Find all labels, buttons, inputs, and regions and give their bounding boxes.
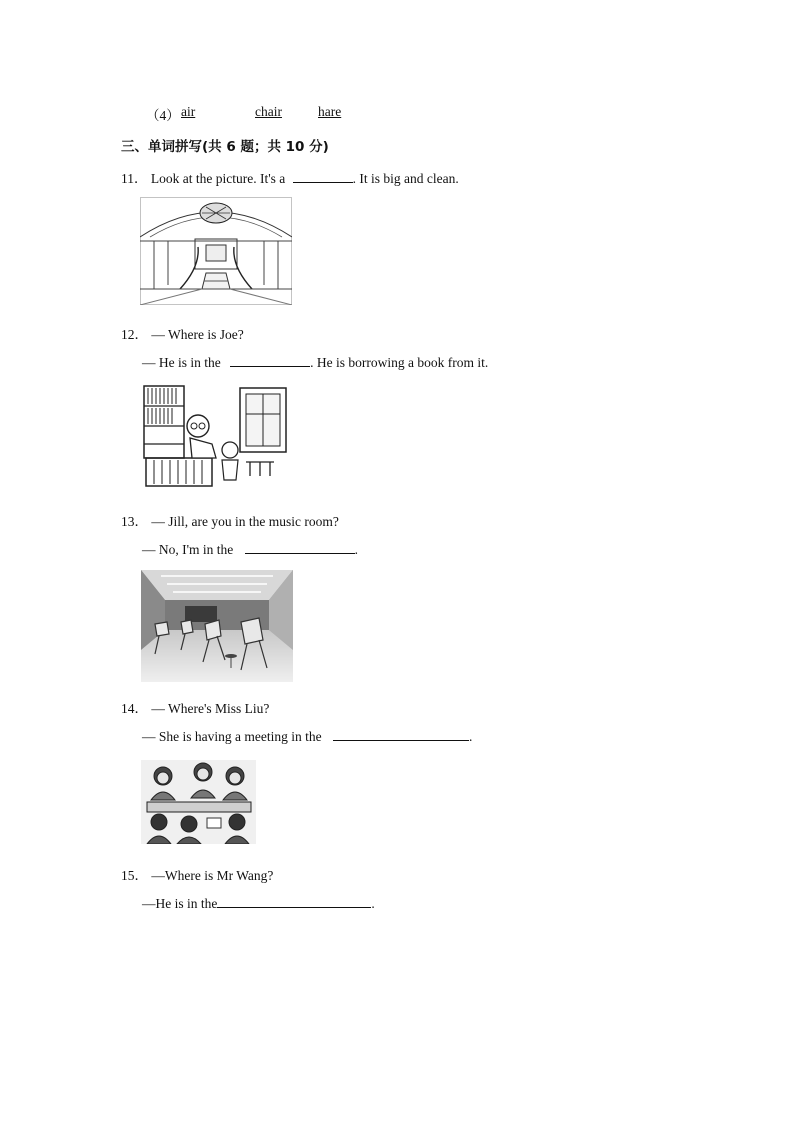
q14-answer-before: — She is having a meeting in the bbox=[142, 729, 322, 744]
library-picture bbox=[142, 384, 292, 490]
q4-word-2: chair bbox=[255, 104, 282, 119]
q12-answer-line bbox=[142, 354, 488, 371]
q12-number: 12． bbox=[121, 327, 148, 342]
meeting-room-picture bbox=[141, 760, 256, 844]
q15-answer-before: —He is in the bbox=[142, 896, 218, 911]
question-13 bbox=[121, 510, 339, 530]
q4-row bbox=[146, 104, 180, 124]
q13-number: 13． bbox=[121, 514, 148, 529]
q11-text-before: Look at the picture. It's a bbox=[150, 171, 286, 186]
section-title: 三、单词拼写(共 6 题；共 10 分) bbox=[121, 139, 329, 155]
q12-answer-after: . He is borrowing a book from it. bbox=[310, 355, 489, 370]
q11-answer-blank[interactable] bbox=[293, 170, 353, 183]
q15-answer-after: . bbox=[371, 896, 375, 911]
q13-answer-before: — No, I'm in the bbox=[142, 542, 234, 557]
q15-question: —Where is Mr Wang? bbox=[151, 868, 274, 883]
q4-label: （4） bbox=[146, 108, 180, 123]
question-12 bbox=[121, 323, 244, 343]
q12-question: — Where is Joe? bbox=[151, 327, 244, 342]
q11-text-after: . It is big and clean. bbox=[352, 171, 459, 186]
q14-question: — Where's Miss Liu? bbox=[151, 701, 270, 716]
q14-answer-blank[interactable] bbox=[333, 728, 469, 741]
question-15 bbox=[121, 864, 273, 884]
q4-word-3: hare bbox=[318, 104, 342, 119]
q15-answer-blank[interactable] bbox=[217, 895, 371, 908]
q11-number: 11． bbox=[121, 171, 148, 186]
q13-answer-after: . bbox=[354, 542, 359, 557]
q4-word-1: air bbox=[181, 104, 196, 119]
art-room-picture bbox=[141, 570, 293, 682]
q14-answer-after: . bbox=[468, 729, 473, 744]
q13-answer-blank[interactable] bbox=[245, 541, 355, 554]
q15-answer-line bbox=[142, 895, 375, 912]
q13-question: — Jill, are you in the music room? bbox=[151, 514, 339, 529]
question-11 bbox=[121, 167, 459, 187]
q12-answer-before: — He is in the bbox=[142, 355, 221, 370]
q14-number: 14． bbox=[121, 701, 148, 716]
question-14 bbox=[121, 697, 269, 717]
q13-answer-line bbox=[142, 541, 358, 558]
q14-answer-line bbox=[142, 728, 472, 745]
hall-picture bbox=[140, 197, 292, 305]
q15-number: 15． bbox=[121, 868, 148, 883]
q12-answer-blank[interactable] bbox=[230, 354, 310, 367]
